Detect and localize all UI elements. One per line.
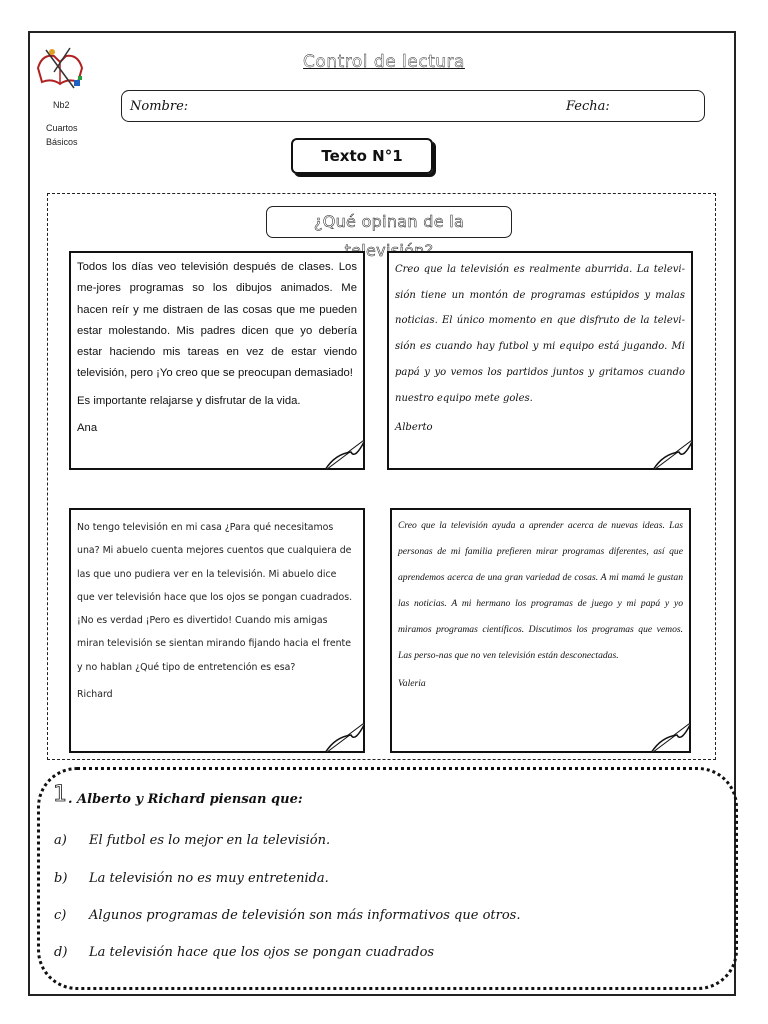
note-signature: Valeria (398, 678, 426, 689)
opinion-note-ana (69, 251, 365, 470)
grade-label-line2: Básicos (46, 137, 78, 147)
note-text: Es importante relajarse y disfrutar de la vida. (77, 394, 301, 407)
option-letter: b) (54, 871, 68, 886)
note-text: Creo que la televisión ayuda a aprender acerca de nuevas ideas. Las personas de mi familia prefieren mirar programas diferentes, así que aprendemos acerca de una gran variedad de cosas. A mi mamá le gustan las noticias. A mi hermano los programas de juego y mi papá y yo miramos programas científicos. Discutimos los programas que vemos. Las perso-nas que no ven televisión están desconectadas. (398, 520, 683, 661)
reading-title: ¿Qué opinan de la (266, 206, 512, 238)
page-curl-icon (325, 440, 365, 470)
option-text: La televisión hace que los ojos se pongan cuadrados (89, 945, 435, 960)
note-signature: Richard (77, 689, 113, 701)
grade-label-line1: Cuartos (46, 123, 78, 133)
option-text: Algunos programas de televisión son más informativos que otros. (89, 908, 521, 923)
answer-option-d[interactable] (54, 945, 434, 960)
text-number-badge: Texto N°1 (291, 138, 433, 174)
answer-option-a[interactable] (54, 833, 330, 848)
name-field-label: Nombre: (130, 99, 189, 114)
opinion-note-alberto (387, 251, 693, 470)
option-letter: a) (54, 833, 67, 848)
page-curl-icon (325, 723, 365, 753)
option-letter: c) (54, 908, 67, 923)
answer-option-b[interactable] (54, 871, 329, 886)
note-text: Creo que la televisión es realmente aburrida. La televi-sión tiene un montón de programas estúpidos y malas noticias. El único momento en que disfruto de la televi-sión es cuando hay futbol y mi equipo está jugando. Mi papá y yo vemos los partidos juntos y gritamos cuando nuestro equipo mete goles. (395, 264, 685, 404)
option-text: El futbol es lo mejor en la televisión. (89, 833, 331, 848)
question-stem: . Alberto y Richard piensan que: (68, 792, 303, 807)
opinion-note-valeria (390, 508, 691, 753)
page-title-wrap (0, 52, 768, 72)
note-text: No tengo televisión en mi casa ¿Para qué necesitamos una? Mi abuelo cuenta mejores cuentos que cualquiera de las que uno pudiera ver en la televisión. Mi abuelo dice que ver televisión hace que los ojos se pongan cuadrados. ¡No es verdad ¡Pero es divertido! Cuando mis amigas miran televisión se sientan mirando fijando hacia el frente y no hablan ¿Qué tipo de entretención es esa? (77, 522, 353, 673)
option-text: La televisión no es muy entretenida. (89, 871, 329, 886)
page-curl-icon (651, 723, 691, 753)
page-title: Control de lectura (303, 52, 465, 72)
date-field-label: Fecha: (566, 99, 610, 114)
page-curl-icon (653, 440, 693, 470)
note-signature: Ana (77, 422, 98, 435)
level-label: Nb2 (53, 100, 70, 110)
student-info-box (121, 90, 705, 122)
note-signature: Alberto (395, 422, 433, 434)
answer-option-c[interactable] (54, 908, 520, 923)
note-text: Todos los días veo televisión después de clases. Los me-jores programas so los dibujos animados. Me hacen reír y me distraen de las cosas que me pueden estar molestando. Mis padres dicen que yo debería estar haciendo mis tareas en vez de estar viendo televisión, pero ¡Yo creo que se preocupan demasiado! (77, 261, 357, 380)
option-letter: d) (54, 945, 68, 960)
opinion-note-richard (69, 508, 365, 753)
question-number: 1 (53, 782, 67, 807)
